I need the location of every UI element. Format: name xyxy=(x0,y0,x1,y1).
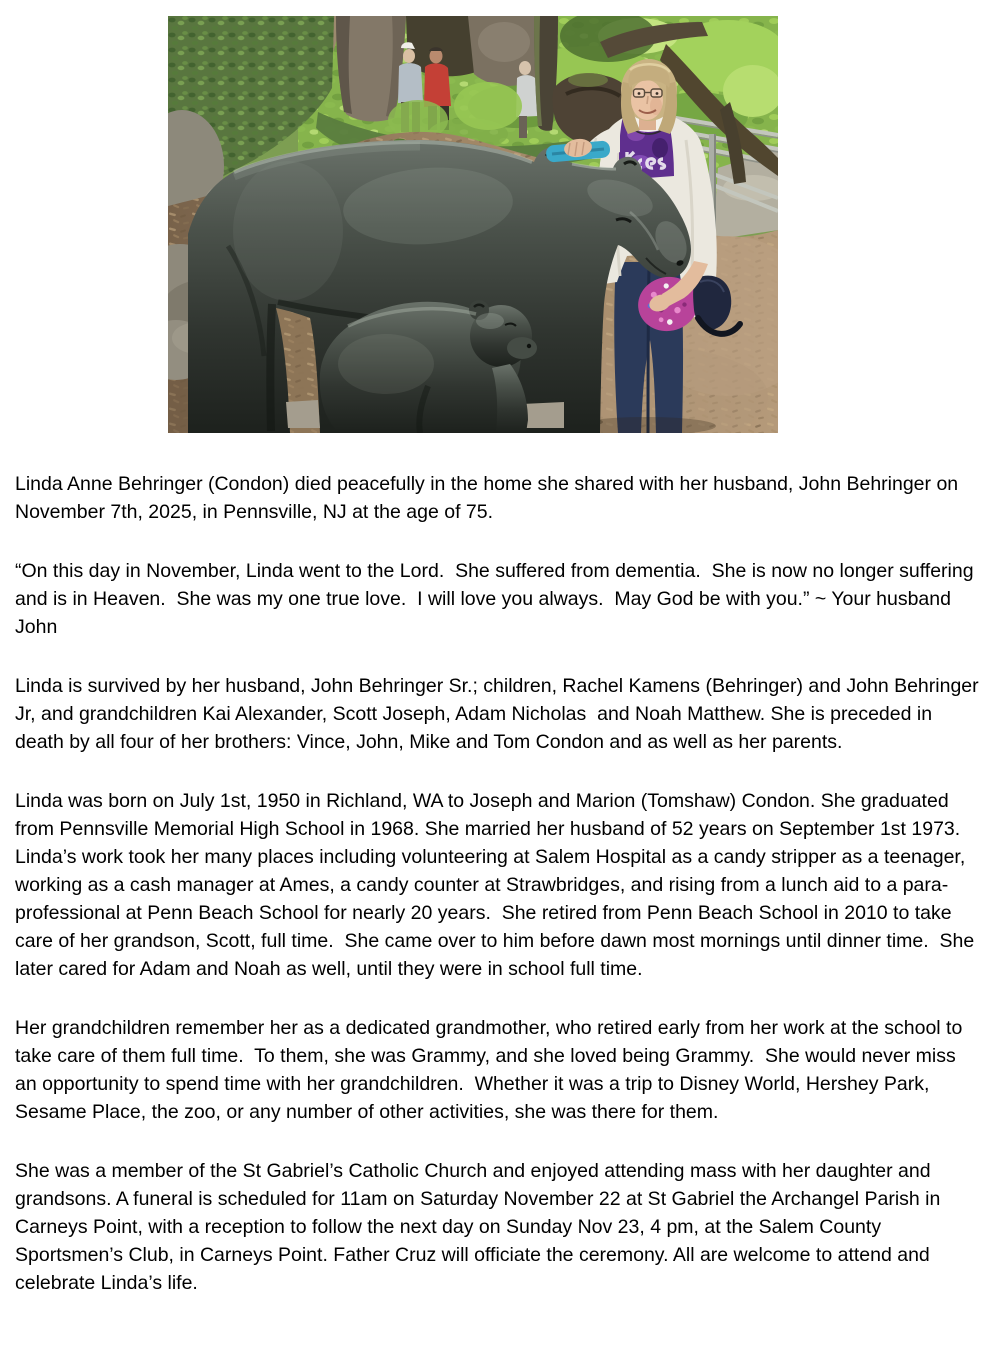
obituary-paragraph-biography: Linda was born on July 1st, 1950 in Richland, WA to Joseph and Marion (Tomshaw) Condon. She graduated from Pennsville Memorial High School in 1968. She married her husband of 52 years on September 1st 1973. Linda’s work took her many places including volunteering at Salem Hospital as a candy stripper as a teenager, working as a cash manager at Ames, a candy counter at Strawbridges, and rising from a lunch aid to a para-professional at Penn Beach School for nearly 20 years. She retired from Penn Beach School in 2010 to take care of her grandson, Scott, full time. She came over to him before dawn most mornings until dinner time. She later cared for Adam and Noah as well, until they were in school full time. xyxy=(15,790,980,980)
obituary-paragraph-survivors: Linda is survived by her husband, John Behringer Sr.; children, Rachel Kamens (Behringer) and John Behringer Jr, and grandchildren Kai Alexander, Scott Joseph, Adam Nicholas and Noah Matthew. She is preceded in death by all four of her brothers: Vince, John, Mike and Tom Condon and as well as her parents. xyxy=(15,675,985,753)
obituary-paragraph-services: She was a member of the St Gabriel’s Catholic Church and enjoyed attending mass with her daughter and grandsons. A funeral is scheduled for 11am on Saturday November 22 at St Gabriel the Archangel Parish in Carneys Point, with a reception to follow the next day on Sunday Nov 23, 4 pm, at the Salem County Sportsmen’s Club, in Carneys Point. Father Cruz will officiate the ceremony. All are welcome to attend and celebrate Linda’s life. xyxy=(15,1160,946,1294)
photo-scene-illustration xyxy=(168,16,778,433)
obituary-document xyxy=(0,16,997,1297)
statue-base xyxy=(286,400,320,428)
obituary-paragraph-intro: Linda Anne Behringer (Condon) died peacefully in the home she shared with her husband, John Behringer on November 7th, 2025, in Pennsville, NJ at the age of 75. xyxy=(15,473,964,523)
obituary-paragraph-grandchildren: Her grandchildren remember her as a dedicated grandmother, who retired early from her work at the school to take care of them full time. To them, she was Grammy, and she loved being Grammy. She would never miss an opportunity to spend time with her grandchildren. Whether it was a trip to Disney World, Hershey Park, Sesame Place, the zoo, or any number of other activities, she was there for them. xyxy=(15,1017,968,1123)
obituary-photo xyxy=(168,16,778,433)
cub-nose xyxy=(527,344,531,348)
obituary-paragraph-quote: “On this day in November, Linda went to the Lord. She suffered from dementia. She is now no longer suffering and is in Heaven. She was my one true love. I will love you always. May God be with you.” ~ Your husband John xyxy=(15,560,979,638)
obituary-text xyxy=(15,470,985,1297)
